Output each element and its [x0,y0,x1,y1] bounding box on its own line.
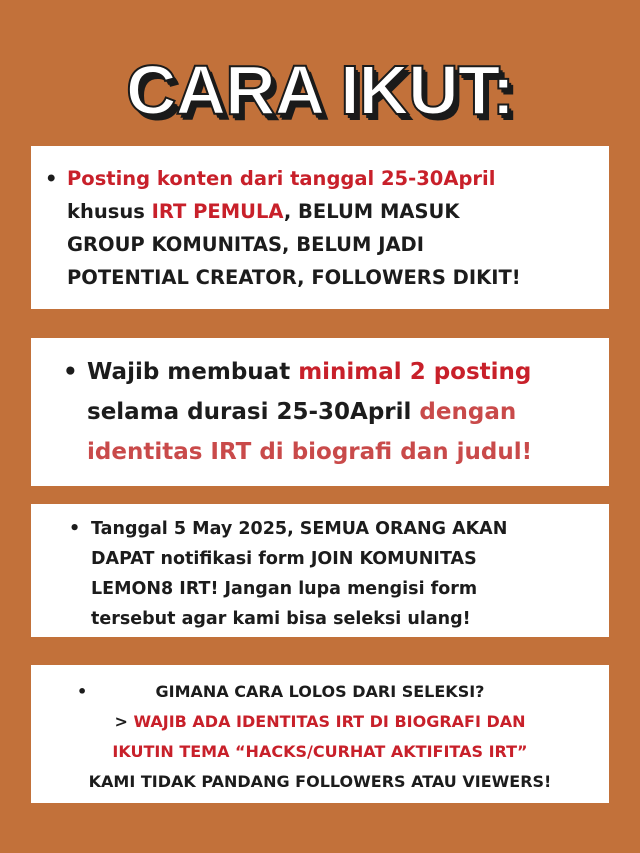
card2-line-2-b: dengan [419,399,517,425]
card2-line-3: identitas IRT di biografi dan judul! [87,439,533,465]
rule-card-2 [31,338,609,486]
card3-line-3: LEMON8 IRT! Jangan lupa mengisi form [91,579,478,599]
card4-line-1-text: GIMANA CARA LOLOS DARI SELEKSI? [155,682,485,701]
card4-line-2-a: > [114,712,134,731]
card1-line-2 [67,195,589,228]
card1-line-2-a: khusus [67,200,152,223]
rule-card-3 [31,504,609,637]
page-title: CARA IKUT: [126,51,514,129]
card1-line-4: POTENTIAL CREATOR, FOLLOWERS DIKIT! [67,266,521,289]
card2-line-1 [63,352,589,392]
card4-line-1 [41,677,599,707]
card2-line-2-a: selama durasi 25-30April [87,399,420,425]
card4-line-2-b: WAJIB ADA IDENTITAS IRT DI BIOGRAFI DAN [133,712,526,731]
bullet-icon: • [63,359,78,385]
bullet-icon: • [77,682,88,701]
rule-card-1 [31,146,609,309]
card2-line-1-a: Wajib membuat [87,359,299,385]
card1-line-2-b: IRT PEMULA [151,200,284,223]
card4-line-4: KAMI TIDAK PANDANG FOLLOWERS ATAU VIEWERS! [88,772,552,791]
rule-card-4 [31,665,609,803]
card3-line-1-text: Tanggal 5 May 2025, SEMUA ORANG AKAN [91,519,508,539]
card3-line-4: tersebut agar kami bisa seleksi ulang! [91,609,471,629]
bullet-icon: • [45,167,58,190]
card1-line-1 [45,162,589,195]
card3-line-1 [69,514,593,544]
card4-line-3: IKUTIN TEMA “HACKS/CURHAT AKTIFITAS IRT” [112,742,528,761]
bullet-icon: • [69,519,81,539]
card1-line-1-text: Posting konten dari tanggal 25-30April [67,167,496,190]
card1-line-2-c: , BELUM MASUK [283,200,460,223]
card2-line-1-b: minimal 2 posting [298,359,532,385]
card1-line-3: GROUP KOMUNITAS, BELUM JADI [67,233,424,256]
card4-line-2 [41,707,599,737]
card2-line-2 [87,392,589,432]
card3-line-2: DAPAT notifikasi form JOIN KOMUNITAS [91,549,477,569]
